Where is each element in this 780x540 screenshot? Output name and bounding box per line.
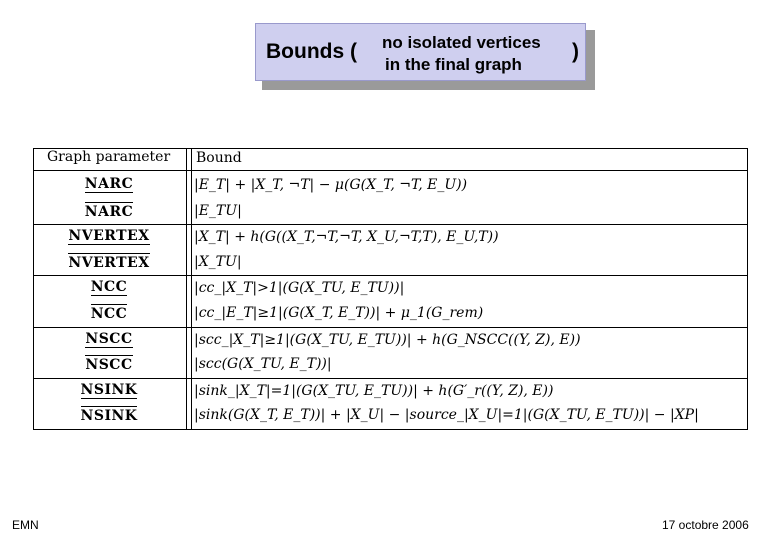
table-row bbox=[34, 352, 747, 378]
parameter-label: NCC bbox=[90, 279, 128, 296]
row-parameter bbox=[34, 355, 184, 373]
row-parameter bbox=[34, 331, 184, 348]
table-row bbox=[34, 199, 747, 225]
row-parameter bbox=[34, 228, 184, 245]
row-bound-formula: |X_TU| bbox=[194, 253, 242, 270]
table-row bbox=[34, 403, 747, 429]
row-parameter bbox=[34, 253, 184, 271]
row-parameter bbox=[34, 406, 184, 424]
parameter-label: NSCC bbox=[85, 330, 133, 347]
parameter-label: NCC bbox=[90, 306, 128, 322]
row-bound-formula: |scc(G(X_TU, E_T))| bbox=[194, 356, 332, 373]
title-line2: in the final graph bbox=[385, 55, 522, 74]
table-row bbox=[34, 173, 747, 199]
parameter-label: NARC bbox=[84, 203, 134, 220]
row-bound-formula: |scc_|X_T|≥1|(G(X_TU, E_TU))| + h(G_NSCC((Y, Z), E)) bbox=[194, 331, 581, 348]
row-bound-formula: |X_T| + h(G((X_T,¬T,¬T, X_U,¬T,T), E_U,T)) bbox=[194, 229, 499, 246]
row-parameter bbox=[34, 279, 184, 296]
table-row bbox=[34, 301, 747, 327]
title-prefix: Bounds ( bbox=[266, 40, 357, 63]
row-bound-formula: |sink_|X_T|=1|(G(X_TU, E_TU))| + h(G′_r((Y, Z), E)) bbox=[194, 382, 554, 399]
row-bound-formula: |cc_|E_T|≥1|(G(X_T, E_T))| + μ_1(G_rem) bbox=[194, 305, 484, 321]
row-parameter bbox=[34, 304, 184, 322]
title-suffix: ) bbox=[572, 40, 579, 63]
table-row bbox=[34, 378, 747, 405]
footer-date: 17 octobre 2006 bbox=[662, 518, 749, 532]
table-header-rule bbox=[34, 170, 747, 171]
header-graph-parameter: Graph parameter bbox=[47, 149, 171, 165]
parameter-label: NARC bbox=[84, 176, 134, 192]
parameter-label: NSINK bbox=[80, 381, 138, 398]
parameter-label: NSINK bbox=[80, 408, 138, 425]
parameter-label: NVERTEX bbox=[68, 228, 150, 245]
parameter-label: NVERTEX bbox=[68, 254, 150, 271]
table-row bbox=[34, 224, 747, 251]
row-bound-formula: |E_T| + |X_T, ¬T| − μ(G(X_T, ¬T, E_U)) bbox=[194, 177, 468, 193]
slide-title bbox=[255, 23, 586, 81]
row-bound-formula: |cc_|X_T|>1|(G(X_TU, E_TU))| bbox=[194, 280, 405, 297]
row-parameter bbox=[34, 176, 184, 193]
header-bound: Bound bbox=[196, 150, 242, 166]
table-row bbox=[34, 250, 747, 276]
table-row bbox=[34, 275, 747, 302]
row-bound-formula: |E_TU| bbox=[194, 202, 242, 219]
row-parameter bbox=[34, 382, 184, 399]
footer-org: EMN bbox=[12, 518, 39, 532]
row-bound-formula: |sink(G(X_T, E_T))| + |X_U| − |source_|X_U|=1|(G(X_TU, E_TU))| − |XP| bbox=[194, 407, 699, 424]
row-parameter bbox=[34, 202, 184, 220]
parameter-label: NSCC bbox=[85, 357, 133, 374]
title-line1: no isolated vertices bbox=[382, 33, 541, 52]
table-row bbox=[34, 327, 747, 354]
bounds-table bbox=[33, 148, 748, 430]
